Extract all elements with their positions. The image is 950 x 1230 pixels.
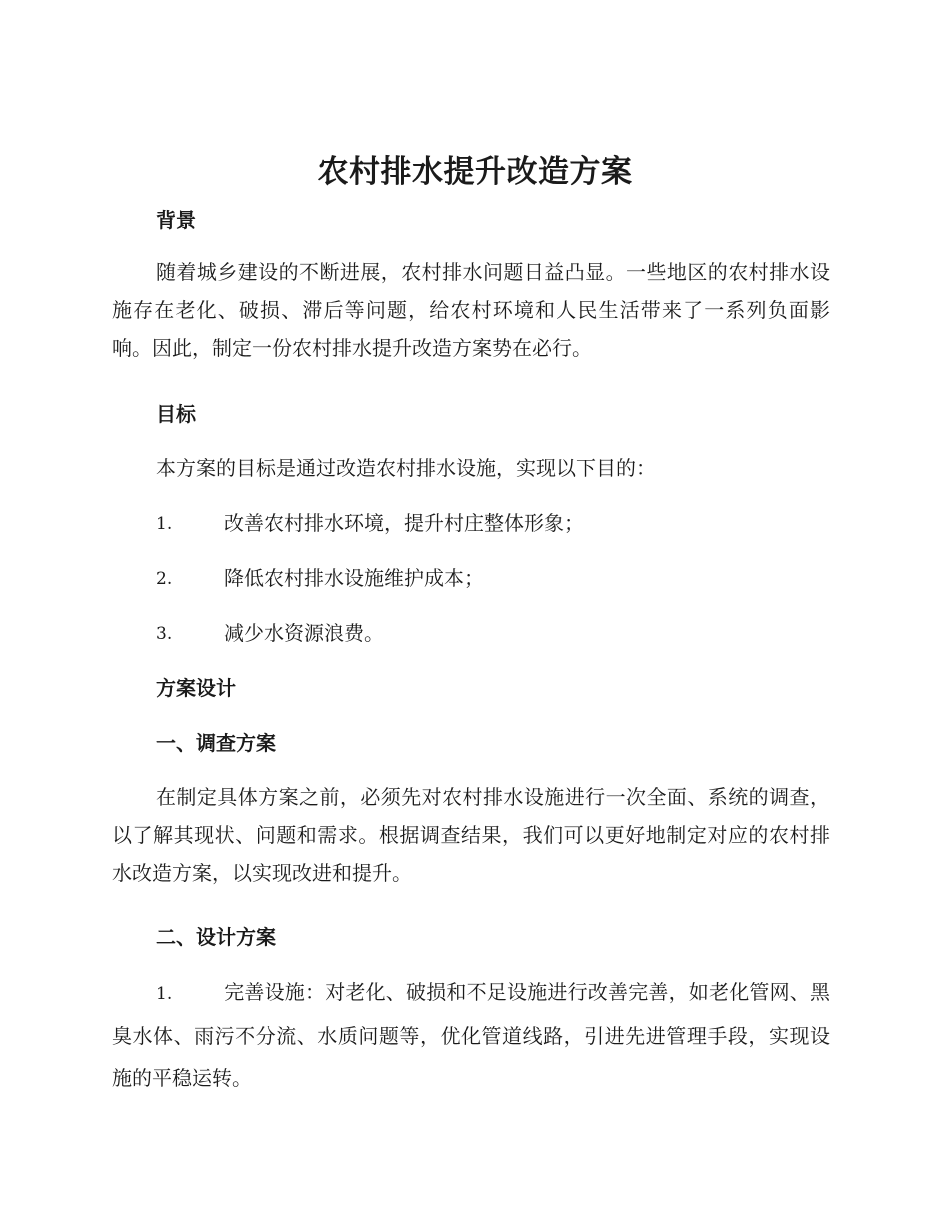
list-number: 2. <box>156 569 173 589</box>
survey-paragraph: 在制定具体方案之前，必须先对农村排水设施进行一次全面、系统的调查，以了解其现状、问题和需求。根据调查结果，我们可以更好地制定对应的农村排水改造方案，以实现改进和提升。 <box>112 785 830 885</box>
section-heading-goals: 目标 <box>156 402 196 426</box>
list-text: 完善设施：对老化、破损和不足设施进行改善完善，如老化管网、黑臭水体、雨污不分流、水质问题等，优化管道线路，引进先进管理手段，实现设施的平稳运转。 <box>112 980 830 1090</box>
subsection-heading-plan: 二、设计方案 <box>156 925 276 949</box>
list-text: 改善农村排水环境，提升村庄整体形象； <box>224 511 584 535</box>
background-paragraph: 随着城乡建设的不断进展，农村排水问题日益凸显。一些地区的农村排水设施存在老化、破损、滞后等问题，给农村环境和人民生活带来了一系列负面影响。因此，制定一份农村排水提升改造方案势在必行。 <box>112 260 830 360</box>
section-heading-design: 方案设计 <box>156 676 236 700</box>
goal-list-item <box>156 618 830 648</box>
list-number: 1. <box>156 984 173 1004</box>
subsection-heading-survey: 一、调查方案 <box>156 731 276 755</box>
list-number: 3. <box>156 624 173 644</box>
plan-list-item <box>112 971 830 1099</box>
list-text: 减少水资源浪费。 <box>224 621 384 645</box>
list-number: 1. <box>156 514 173 534</box>
list-text: 降低农村排水设施维护成本； <box>224 566 484 590</box>
goal-list-item <box>156 508 830 538</box>
goal-list-item <box>156 563 830 593</box>
goals-intro: 本方案的目标是通过改造农村排水设施，实现以下目的： <box>156 456 656 480</box>
document-title: 农村排水提升改造方案 <box>317 154 633 190</box>
section-heading-background: 背景 <box>156 208 196 232</box>
